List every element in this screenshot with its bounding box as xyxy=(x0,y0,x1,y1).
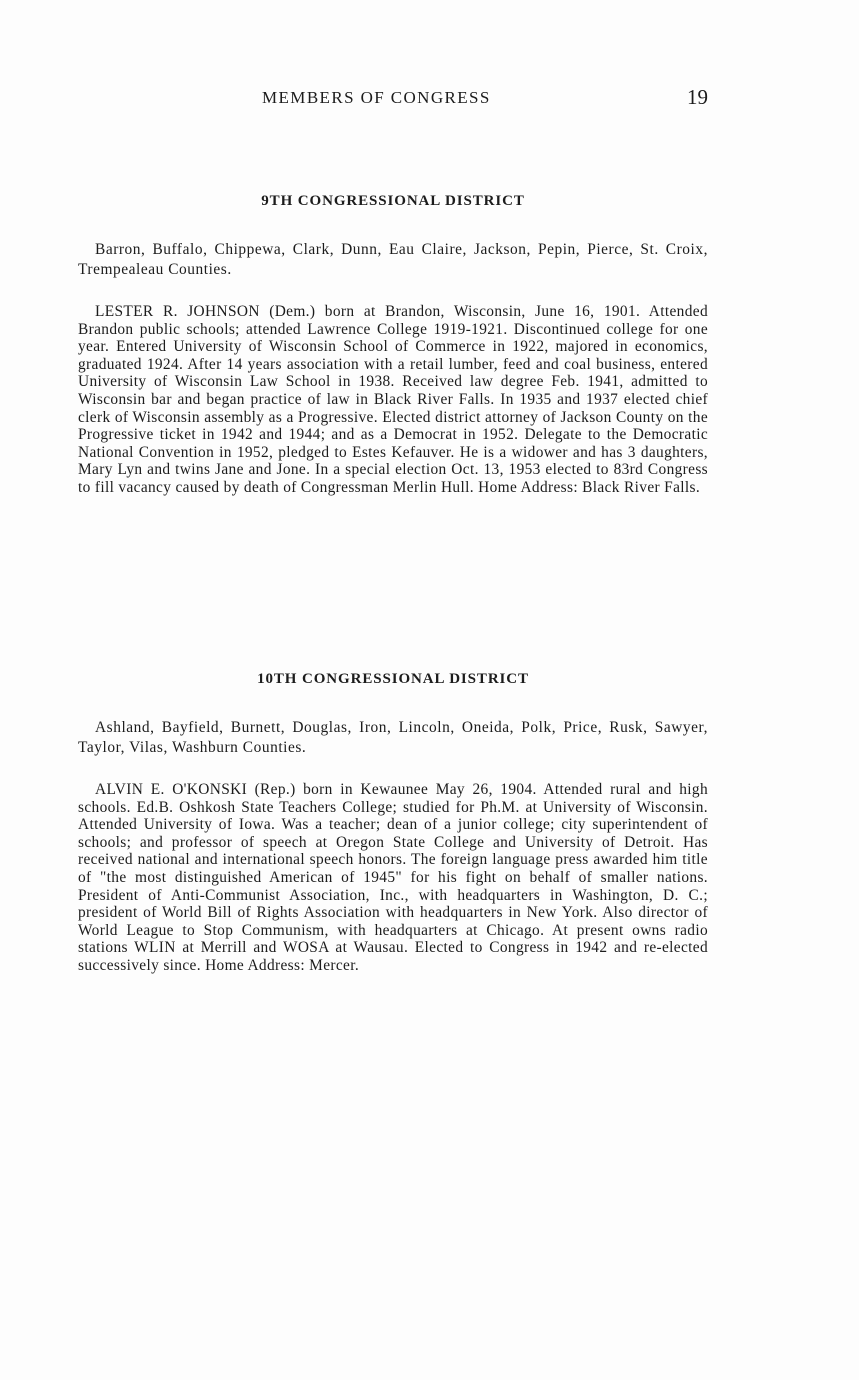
district-counties: Barron, Buffalo, Chippewa, Clark, Dunn, Eau Claire, Jackson, Pepin, Pierce, St. Croix, Trempealeau Counties. xyxy=(78,241,708,278)
member-biography: LESTER R. JOHNSON (Dem.) born at Brandon, Wisconsin, June 16, 1901. Attended Brandon public schools; attended Lawrence College 1919-1921. Discontinued college for one year. Entered University of Wisconsin School of Commerce in 1922, majored in economics, graduated 1924. After 14 years association with a retail lumber, feed and coal business, entered University of Wisconsin Law School in 1938. Received law degree Feb. 1941, admitted to Wisconsin bar and began practice of law in Black River Falls. In 1935 and 1937 elected chief clerk of Wisconsin assembly as a Progressive. Elected district attorney of Jackson County on the Progressive ticket in 1942 and 1944; and as a Democrat in 1952. Delegate to the Democratic National Convention in 1952, pledged to Estes Kefauver. He is a widower and has 3 daughters, Mary Lyn and twins Jane and Jone. In a special election Oct. 13, 1953 elected to 83rd Congress to fill vacancy caused by death of Congressman Merlin Hull. Home Address: Black River Falls. xyxy=(78,303,708,496)
district-section-9th xyxy=(78,193,708,497)
page-number: 19 xyxy=(687,85,708,109)
member-biography: ALVIN E. O'KONSKI (Rep.) born in Kewaunee May 26, 1904. Attended rural and high schools. Ed.B. Oshkosh State Teachers College; studied for Ph.M. at University of Wisconsin. Attended University of Iowa. Was a teacher; dean of a junior college; city superintendent of schools; and professor of speech at Oregon State College and University of Detroit. Has received national and international speech honors. The foreign language press awarded him title of "the most distinguished American of 1945" for his fight on behalf of smaller nations. President of Anti-Communist Association, Inc., with headquarters in Washington, D. C.; president of World Bill of Rights Association with headquarters in New York. Also director of World League to Stop Communism, with headquarters at Chicago. At present owns radio stations WLIN at Merrill and WOSA at Wausau. Elected to Congress in 1942 and re-elected successively since. Home Address: Mercer. xyxy=(78,781,708,974)
district-heading: 9TH CONGRESSIONAL DISTRICT xyxy=(261,193,525,209)
district-section-10th xyxy=(78,671,708,975)
district-heading: 10TH CONGRESSIONAL DISTRICT xyxy=(257,671,529,687)
running-title: MEMBERS OF CONGRESS xyxy=(262,88,491,107)
district-counties: Ashland, Bayfield, Burnett, Douglas, Iron, Lincoln, Oneida, Polk, Price, Rusk, Sawyer, Taylor, Vilas, Washburn Counties. xyxy=(78,719,708,756)
running-head xyxy=(78,85,708,112)
